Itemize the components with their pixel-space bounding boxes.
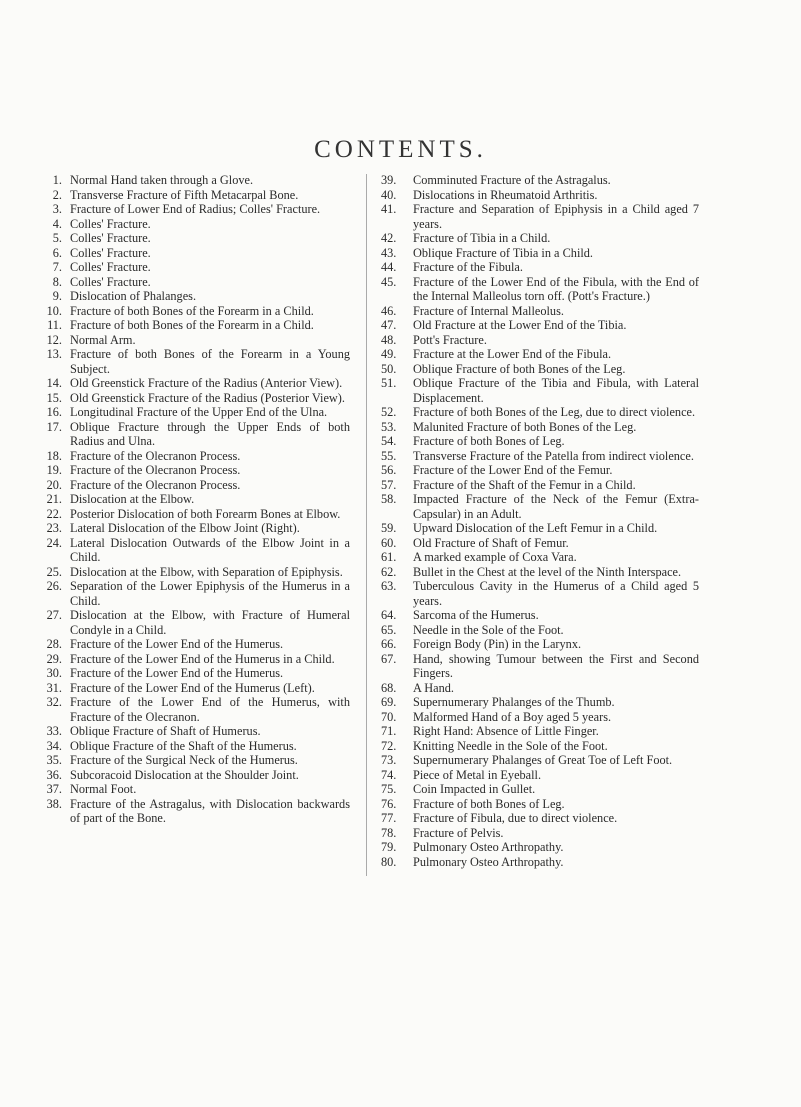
entry-title: Fracture of the Lower End of the Humerus. bbox=[70, 637, 284, 651]
contents-entry bbox=[381, 449, 699, 464]
contents-right-column bbox=[381, 173, 699, 869]
contents-entry bbox=[38, 318, 350, 333]
entry-title: Normal Foot. bbox=[70, 782, 137, 796]
entry-number: 37. bbox=[46, 782, 62, 796]
contents-entry bbox=[381, 231, 699, 246]
entry-title: Dislocation of Phalanges. bbox=[70, 289, 197, 303]
contents-entry bbox=[38, 289, 350, 304]
entry-title: Fracture of the Olecranon Process. bbox=[70, 477, 241, 492]
entry-title: Separation of the Lower Epiphysis of the Humerus in a Child. bbox=[70, 579, 350, 608]
entry-number: 69. bbox=[381, 695, 397, 709]
entry-number: 24. bbox=[46, 535, 62, 550]
entry-title: Hand, showing Tumour between the First and Second Fingers. bbox=[413, 651, 699, 680]
contents-entry bbox=[38, 347, 350, 376]
contents-entry bbox=[38, 608, 350, 637]
contents-entry bbox=[381, 608, 699, 623]
entry-number: 63. bbox=[381, 579, 397, 593]
contents-entry bbox=[38, 507, 350, 522]
entry-number: 66. bbox=[381, 637, 397, 651]
entry-title: Foreign Body (Pin) in the Larynx. bbox=[413, 637, 582, 651]
contents-entry bbox=[38, 405, 350, 420]
entry-number: 80. bbox=[381, 854, 397, 869]
contents-entry bbox=[38, 217, 350, 232]
contents-entry bbox=[381, 333, 699, 348]
entry-number: 32. bbox=[46, 695, 62, 709]
contents-entry bbox=[38, 260, 350, 275]
contents-entry bbox=[381, 652, 699, 681]
entry-number: 13. bbox=[46, 347, 62, 361]
contents-entry bbox=[381, 565, 699, 580]
entry-title: Fracture of Tibia in a Child. bbox=[413, 231, 551, 245]
entry-number: 61. bbox=[381, 550, 397, 564]
contents-entry bbox=[38, 478, 350, 493]
entry-title: Transverse Fracture of Fifth Metacarpal Bone. bbox=[70, 187, 299, 202]
entry-number: 67. bbox=[381, 651, 397, 666]
entry-number: 3. bbox=[52, 202, 62, 216]
entry-number: 74. bbox=[381, 767, 397, 782]
entry-title: Fracture at the Lower End of the Fibula. bbox=[413, 347, 612, 361]
entry-number: 6. bbox=[52, 245, 62, 260]
entry-number: 4. bbox=[52, 216, 62, 231]
entry-number: 41. bbox=[381, 202, 397, 216]
entry-title: Fracture of both Bones of Leg. bbox=[413, 434, 565, 448]
contents-entry bbox=[38, 681, 350, 696]
contents-entry bbox=[381, 260, 699, 275]
contents-entry bbox=[38, 304, 350, 319]
contents-entry bbox=[38, 565, 350, 580]
entry-title: Old Fracture at the Lower End of the Tibia. bbox=[413, 318, 627, 332]
entry-title: Fracture of both Bones of the Forearm in a Child. bbox=[70, 303, 314, 318]
contents-entry bbox=[381, 434, 699, 449]
contents-entry bbox=[381, 420, 699, 435]
contents-entry bbox=[38, 652, 350, 667]
entry-number: 46. bbox=[381, 303, 397, 318]
contents-entry bbox=[381, 347, 699, 362]
contents-entry bbox=[38, 173, 350, 188]
entry-number: 35. bbox=[46, 753, 62, 767]
entry-number: 14. bbox=[46, 376, 62, 390]
entry-title: Dislocation at the Elbow. bbox=[70, 492, 195, 506]
entry-title: Old Greenstick Fracture of the Radius (Anterior View). bbox=[70, 376, 343, 390]
entry-title: Dislocation at the Elbow, with Fracture of Humeral Condyle in a Child. bbox=[70, 608, 350, 637]
entry-number: 42. bbox=[381, 231, 397, 245]
entry-title: Fracture of both Bones of the Forearm in a Child. bbox=[70, 318, 314, 332]
contents-entry bbox=[381, 188, 699, 203]
entry-title: Upward Dislocation of the Left Femur in a Child. bbox=[413, 521, 658, 535]
contents-entry bbox=[381, 275, 699, 304]
entry-title: Fracture of both Bones of the Forearm in a Young Subject. bbox=[70, 347, 350, 376]
entry-title: Oblique Fracture of the Tibia and Fibula, with Lateral Displacement. bbox=[413, 376, 699, 405]
entry-title: Fracture of Internal Malleolus. bbox=[413, 303, 564, 318]
page-title: CONTENTS. bbox=[314, 136, 487, 163]
contents-entry bbox=[381, 478, 699, 493]
entry-number: 79. bbox=[381, 840, 397, 854]
entry-number: 45. bbox=[381, 274, 397, 289]
entry-title: Tuberculous Cavity in the Humerus of a Child aged 5 years. bbox=[413, 579, 699, 608]
entry-title: Subcoracoid Dislocation at the Shoulder Joint. bbox=[70, 767, 299, 782]
contents-entry bbox=[381, 492, 699, 521]
entry-number: 50. bbox=[381, 361, 397, 376]
entry-title: Malunited Fracture of both Bones of the Leg. bbox=[413, 419, 637, 434]
contents-left-column bbox=[38, 173, 350, 826]
entry-title: Fracture of both Bones of Leg. bbox=[413, 796, 565, 811]
contents-entry bbox=[38, 275, 350, 290]
entry-number: 64. bbox=[381, 608, 397, 622]
contents-entry bbox=[38, 521, 350, 536]
contents-entry bbox=[381, 376, 699, 405]
entry-title: Fracture of Lower End of Radius; Colles' Fracture. bbox=[70, 202, 321, 216]
entry-title: Piece of Metal in Eyeball. bbox=[413, 767, 542, 782]
entry-number: 12. bbox=[46, 332, 62, 347]
contents-entry bbox=[381, 753, 699, 768]
entry-title: Fracture of the Lower End of the Femur. bbox=[413, 463, 613, 477]
entry-number: 9. bbox=[52, 289, 62, 303]
entry-title: Supernumerary Phalanges of the Thumb. bbox=[413, 695, 615, 709]
contents-entry bbox=[381, 739, 699, 754]
entry-title: Coin Impacted in Gullet. bbox=[413, 782, 536, 796]
contents-entry bbox=[381, 550, 699, 565]
contents-entry bbox=[381, 202, 699, 231]
entry-title: Colles' Fracture. bbox=[70, 245, 151, 260]
contents-entry bbox=[38, 420, 350, 449]
entry-number: 65. bbox=[381, 622, 397, 637]
entry-number: 58. bbox=[381, 492, 397, 506]
entry-title: Oblique Fracture of Shaft of Humerus. bbox=[70, 724, 261, 738]
contents-entry bbox=[38, 536, 350, 565]
contents-entry bbox=[381, 318, 699, 333]
entry-title: Right Hand: Absence of Little Finger. bbox=[413, 724, 599, 738]
contents-entry bbox=[381, 623, 699, 638]
entry-title: Fracture of the Olecranon Process. bbox=[70, 463, 241, 477]
entry-number: 18. bbox=[46, 448, 62, 463]
entry-number: 38. bbox=[46, 796, 62, 811]
entry-title: Transverse Fracture of the Patella from indirect violence. bbox=[413, 448, 694, 463]
contents-entry bbox=[381, 768, 699, 783]
contents-entry bbox=[38, 637, 350, 652]
entry-number: 78. bbox=[381, 825, 397, 840]
entry-title: Dislocation at the Elbow, with Separation of Epiphysis. bbox=[70, 564, 343, 579]
entry-number: 70. bbox=[381, 709, 397, 724]
entry-title: Normal Hand taken through a Glove. bbox=[70, 173, 254, 187]
contents-entry bbox=[38, 492, 350, 507]
entry-title: Longitudinal Fracture of the Upper End of the Ulna. bbox=[70, 405, 328, 419]
contents-entry bbox=[38, 739, 350, 754]
contents-entry bbox=[381, 797, 699, 812]
entry-number: 53. bbox=[381, 419, 397, 434]
entry-number: 40. bbox=[381, 187, 397, 202]
entry-number: 51. bbox=[381, 376, 397, 390]
entry-title: A Hand. bbox=[413, 680, 454, 695]
contents-entry bbox=[381, 826, 699, 841]
entry-title: Old Fracture of Shaft of Femur. bbox=[413, 535, 569, 550]
entry-title: Fracture of Fibula, due to direct violence. bbox=[413, 811, 618, 825]
entry-number: 22. bbox=[46, 506, 62, 521]
contents-entry bbox=[38, 782, 350, 797]
contents-entry bbox=[38, 753, 350, 768]
entry-title: Colles' Fracture. bbox=[70, 216, 151, 231]
entry-title: Fracture of Pelvis. bbox=[413, 825, 504, 840]
entry-title: Lateral Dislocation of the Elbow Joint (Right). bbox=[70, 521, 300, 535]
contents-entry bbox=[38, 695, 350, 724]
entry-title: Posterior Dislocation of both Forearm Bones at Elbow. bbox=[70, 506, 341, 521]
contents-entry bbox=[38, 463, 350, 478]
contents-entry bbox=[38, 391, 350, 406]
entry-number: 34. bbox=[46, 738, 62, 753]
contents-entry bbox=[38, 768, 350, 783]
entry-number: 68. bbox=[381, 680, 397, 695]
entry-number: 75. bbox=[381, 782, 397, 796]
entry-title: Supernumerary Phalanges of Great Toe of Left Foot. bbox=[413, 753, 673, 767]
contents-entry bbox=[381, 463, 699, 478]
entry-number: 5. bbox=[52, 231, 62, 245]
entry-number: 21. bbox=[46, 492, 62, 506]
entry-title: Pulmonary Osteo Arthropathy. bbox=[413, 854, 564, 869]
entry-title: Old Greenstick Fracture of the Radius (Posterior View). bbox=[70, 390, 345, 405]
entry-number: 76. bbox=[381, 796, 397, 811]
entry-number: 16. bbox=[46, 405, 62, 419]
entry-number: 17. bbox=[46, 419, 62, 434]
entry-number: 36. bbox=[46, 767, 62, 782]
entry-number: 23. bbox=[46, 521, 62, 535]
entry-number: 11. bbox=[47, 318, 62, 332]
entry-title: Sarcoma of the Humerus. bbox=[413, 608, 539, 622]
entry-title: Fracture and Separation of Epiphysis in a Child aged 7 years. bbox=[413, 202, 699, 231]
entry-number: 49. bbox=[381, 347, 397, 361]
entry-number: 48. bbox=[381, 332, 397, 347]
entry-number: 73. bbox=[381, 753, 397, 767]
entry-number: 19. bbox=[46, 463, 62, 477]
entry-number: 55. bbox=[381, 448, 397, 463]
contents-entry bbox=[38, 579, 350, 608]
entry-title: Malformed Hand of a Boy aged 5 years. bbox=[413, 709, 612, 724]
entry-number: 1. bbox=[52, 173, 62, 187]
entry-number: 10. bbox=[46, 303, 62, 318]
entry-number: 43. bbox=[381, 245, 397, 260]
entry-number: 44. bbox=[381, 260, 397, 274]
entry-title: Fracture of the Lower End of the Fibula, with the End of the Internal Malleolus torn off. (Pott's Fracture.) bbox=[413, 274, 699, 303]
entry-number: 26. bbox=[46, 579, 62, 593]
contents-entry bbox=[381, 724, 699, 739]
contents-entry bbox=[38, 724, 350, 739]
entry-title: Colles' Fracture. bbox=[70, 231, 151, 245]
contents-entry bbox=[381, 536, 699, 551]
contents-entry bbox=[381, 521, 699, 536]
contents-entry bbox=[38, 202, 350, 217]
entry-title: Fracture of the Astragalus, with Dislocation backwards of part of the Bone. bbox=[70, 796, 350, 825]
entry-number: 56. bbox=[381, 463, 397, 477]
entry-title: Pott's Fracture. bbox=[413, 332, 487, 347]
entry-number: 15. bbox=[46, 390, 62, 405]
entry-title: Normal Arm. bbox=[70, 332, 136, 347]
contents-entry bbox=[38, 797, 350, 826]
entry-number: 25. bbox=[46, 564, 62, 579]
contents-entry bbox=[381, 405, 699, 420]
contents-entry bbox=[381, 811, 699, 826]
contents-entry bbox=[38, 231, 350, 246]
entry-number: 28. bbox=[46, 637, 62, 651]
contents-entry bbox=[381, 782, 699, 797]
entry-number: 59. bbox=[381, 521, 397, 535]
contents-entry bbox=[381, 362, 699, 377]
contents-entry bbox=[381, 173, 699, 188]
entry-title: Pulmonary Osteo Arthropathy. bbox=[413, 840, 564, 854]
entry-title: Colles' Fracture. bbox=[70, 274, 151, 289]
contents-entry bbox=[381, 246, 699, 261]
entry-title: Oblique Fracture of both Bones of the Leg. bbox=[413, 361, 626, 376]
entry-title: Fracture of both Bones of the Leg, due to direct violence. bbox=[413, 405, 696, 419]
entry-title: Fracture of the Lower End of the Humerus, with Fracture of the Olecranon. bbox=[70, 695, 350, 724]
entry-number: 71. bbox=[381, 724, 397, 738]
entry-number: 8. bbox=[52, 274, 62, 289]
entry-title: Knitting Needle in the Sole of the Foot. bbox=[413, 738, 608, 753]
entry-title: Bullet in the Chest at the level of the Ninth Interspace. bbox=[413, 564, 682, 579]
entry-title: Fracture of the Surgical Neck of the Humerus. bbox=[70, 753, 298, 767]
entry-title: Comminuted Fracture of the Astragalus. bbox=[413, 173, 611, 187]
entry-title: Fracture of the Lower End of the Humerus (Left). bbox=[70, 680, 315, 695]
entry-number: 60. bbox=[381, 535, 397, 550]
contents-entry bbox=[381, 855, 699, 870]
entry-title: Lateral Dislocation Outwards of the Elbow Joint in a Child. bbox=[70, 535, 350, 564]
contents-entry bbox=[38, 666, 350, 681]
contents-entry bbox=[38, 246, 350, 261]
contents-entry bbox=[38, 449, 350, 464]
contents-entry bbox=[381, 695, 699, 710]
entry-title: Fracture of the Lower End of the Humerus. bbox=[70, 666, 284, 680]
entry-number: 77. bbox=[381, 811, 397, 825]
entry-number: 47. bbox=[381, 318, 397, 332]
entry-number: 62. bbox=[381, 564, 397, 579]
contents-entry bbox=[38, 376, 350, 391]
contents-entry bbox=[38, 188, 350, 203]
contents-entry bbox=[381, 637, 699, 652]
entry-number: 20. bbox=[46, 477, 62, 492]
entry-title: Fracture of the Fibula. bbox=[413, 260, 523, 274]
entry-number: 31. bbox=[46, 680, 62, 695]
entry-title: Fracture of the Shaft of the Femur in a Child. bbox=[413, 477, 636, 492]
entry-number: 39. bbox=[381, 173, 397, 187]
entry-number: 33. bbox=[46, 724, 62, 738]
contents-entry bbox=[38, 333, 350, 348]
entry-number: 52. bbox=[381, 405, 397, 419]
entry-title: Fracture of the Olecranon Process. bbox=[70, 448, 241, 463]
entry-number: 27. bbox=[46, 608, 62, 622]
entry-number: 7. bbox=[52, 260, 62, 274]
entry-title: Impacted Fracture of the Neck of the Femur (Extra-Capsular) in an Adult. bbox=[413, 492, 699, 521]
entry-number: 29. bbox=[46, 651, 62, 666]
contents-entry bbox=[381, 304, 699, 319]
entry-number: 54. bbox=[381, 434, 397, 448]
entry-number: 30. bbox=[46, 666, 62, 680]
entry-title: Oblique Fracture through the Upper Ends of both Radius and Ulna. bbox=[70, 419, 350, 448]
entry-title: Fracture of the Lower End of the Humerus in a Child. bbox=[70, 651, 335, 666]
contents-entry bbox=[381, 579, 699, 608]
entry-number: 57. bbox=[381, 477, 397, 492]
entry-number: 2. bbox=[52, 187, 62, 202]
entry-title: Needle in the Sole of the Foot. bbox=[413, 622, 564, 637]
contents-entry bbox=[381, 681, 699, 696]
entry-number: 72. bbox=[381, 738, 397, 753]
contents-entry bbox=[381, 710, 699, 725]
entry-title: Dislocations in Rheumatoid Arthritis. bbox=[413, 187, 598, 202]
entry-title: Oblique Fracture of the Shaft of the Humerus. bbox=[70, 738, 297, 753]
column-divider bbox=[366, 174, 367, 876]
entry-title: Colles' Fracture. bbox=[70, 260, 151, 274]
contents-entry bbox=[381, 840, 699, 855]
entry-title: A marked example of Coxa Vara. bbox=[413, 550, 577, 564]
entry-title: Oblique Fracture of Tibia in a Child. bbox=[413, 245, 593, 260]
